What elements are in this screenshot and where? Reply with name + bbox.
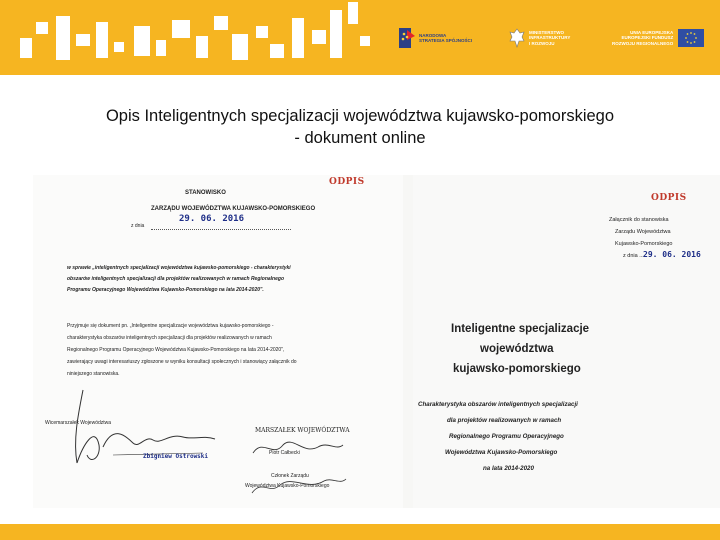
logo-text: MINISTERSTWO bbox=[529, 29, 564, 35]
logo-text: STRATEGIA SPÓJNOŚCI bbox=[419, 38, 473, 43]
decorative-block bbox=[214, 16, 228, 30]
footer-bar bbox=[0, 524, 720, 540]
document-subtitle: Charakterystyka obszarów inteligentnych specjalizacji bbox=[418, 401, 578, 408]
attachment-note: Załącznik do stanowiska bbox=[609, 217, 669, 223]
handwritten-signature bbox=[43, 385, 233, 475]
date-label: z dnia bbox=[131, 223, 145, 229]
handwritten-date: 29. 06. 2016 bbox=[179, 214, 245, 224]
document-title: kujawsko-pomorskiego bbox=[453, 363, 581, 375]
document-title: Inteligentne specjalizacje bbox=[451, 323, 590, 335]
title-line: Opis Inteligentnych specjalizacji województwa kujawsko-pomorskiego bbox=[105, 107, 615, 125]
header-bar bbox=[0, 0, 720, 75]
decorative-block bbox=[20, 38, 32, 58]
decorative-block bbox=[196, 36, 208, 58]
body-text: Przyjmuje się dokument pn. „Inteligentne specjalizacje województwa kujawsko-pomorskiego - bbox=[67, 323, 274, 329]
document-title: województwa bbox=[480, 343, 554, 355]
doc-heading: STANOWISKO bbox=[185, 190, 226, 196]
decorative-block bbox=[56, 16, 70, 60]
logo-text: ROZWOJU REGIONALNEGO bbox=[612, 40, 674, 46]
document-subtitle: Regionalnego Programu Operacyjnego bbox=[449, 433, 564, 440]
logo-fundusze-europejskie bbox=[398, 18, 472, 58]
decorative-block bbox=[156, 40, 166, 56]
body-text: charakterystyka obszarów inteligentnych specjalizacji dla projektów realizowanych w ramach bbox=[67, 335, 272, 341]
logo-ministerstwo bbox=[508, 18, 570, 58]
signature-name: Piotr Całbecki bbox=[269, 450, 300, 456]
body-text: niniejszego stanowiska. bbox=[67, 371, 120, 377]
decorative-block bbox=[76, 34, 90, 46]
logo-text: INFRASTRUKTURY bbox=[529, 35, 571, 41]
document-subtitle: dla projektów realizowanych w ramach bbox=[447, 417, 562, 424]
decorative-block bbox=[114, 42, 124, 52]
handwritten-date: 29. 06. 2016 bbox=[643, 250, 701, 259]
scan-page-right bbox=[413, 175, 720, 508]
document-subtitle: Województwa Kujawsko-Pomorskiego bbox=[445, 449, 558, 456]
decorative-block bbox=[232, 34, 248, 60]
decorative-block bbox=[134, 26, 150, 56]
decorative-block bbox=[360, 36, 370, 46]
subject-text: obszarów inteligentnych specjalizacji dla projektów realizowanych w ramach Regionalnego bbox=[67, 276, 284, 282]
subject-text: w sprawie „inteligentnych specjalizacji województwa kujawsko-pomorskiego - charakterystyki bbox=[67, 265, 291, 271]
subject-text: Programu Operacyjnego Województwa Kujawsko-Pomorskiego na lata 2014-2020". bbox=[67, 287, 264, 293]
scanned-document bbox=[33, 175, 720, 508]
attachment-note: z dnia ... bbox=[623, 253, 644, 259]
signature-name: Zbigniew Ostrowski bbox=[143, 453, 209, 460]
document-subtitle: na lata 2014-2020 bbox=[483, 465, 534, 472]
signature-title: Województwa Kujawsko-Pomorskiego bbox=[245, 483, 330, 489]
logo-text: NARODOWA bbox=[419, 32, 447, 38]
fundusze-europejskie-icon bbox=[398, 26, 416, 50]
signature-title: Wicemarszałek Województwa bbox=[45, 420, 112, 426]
title-line: - dokument online bbox=[294, 129, 426, 147]
decorative-block bbox=[330, 10, 342, 58]
body-text: Regionalnego Programu Operacyjnego Województwa Kujawsko-Pomorskiego na lata 2014-2020", bbox=[67, 347, 285, 353]
doc-heading: ZARZĄDU WOJEWÓDZTWA KUJAWSKO-POMORSKIEGO bbox=[151, 206, 316, 212]
date-dotted-line bbox=[151, 229, 291, 230]
scan-page-left bbox=[33, 175, 403, 508]
decorative-block bbox=[270, 44, 284, 58]
attachment-note: Kujawsko-Pomorskiego bbox=[615, 241, 673, 247]
decorative-block bbox=[36, 22, 48, 34]
handwritten-signature bbox=[248, 471, 348, 501]
decorative-block bbox=[256, 26, 268, 38]
attachment-note: Zarządu Województwa bbox=[615, 229, 671, 235]
decorative-block bbox=[348, 2, 358, 24]
decorative-block bbox=[96, 22, 108, 58]
logo-text: UNIA EUROPEJSKA bbox=[630, 29, 674, 35]
decorative-block bbox=[172, 20, 190, 38]
logo-unia-europejska bbox=[612, 18, 704, 58]
body-text: zawierający uwagi interesariuszy zgłoszone w wyniku konsultacji społecznych i stanowiący załącznik do bbox=[67, 359, 297, 365]
signature-title: Członek Zarządu bbox=[271, 473, 309, 479]
odpis-stamp: ODPIS bbox=[329, 177, 365, 187]
decorative-block bbox=[312, 30, 326, 44]
odpis-stamp: ODPIS bbox=[651, 193, 687, 203]
eagle-emblem-icon bbox=[508, 27, 526, 49]
signature-title: MARSZAŁEK WOJEWÓDZTWA bbox=[255, 427, 350, 434]
eu-flag-icon bbox=[678, 29, 704, 47]
page-title bbox=[20, 105, 700, 149]
logo-text: I ROZWOJU bbox=[529, 40, 555, 46]
logo-text: EUROPEJSKI FUNDUSZ bbox=[621, 35, 674, 41]
handwritten-signature bbox=[248, 433, 348, 463]
decorative-block bbox=[292, 18, 304, 58]
